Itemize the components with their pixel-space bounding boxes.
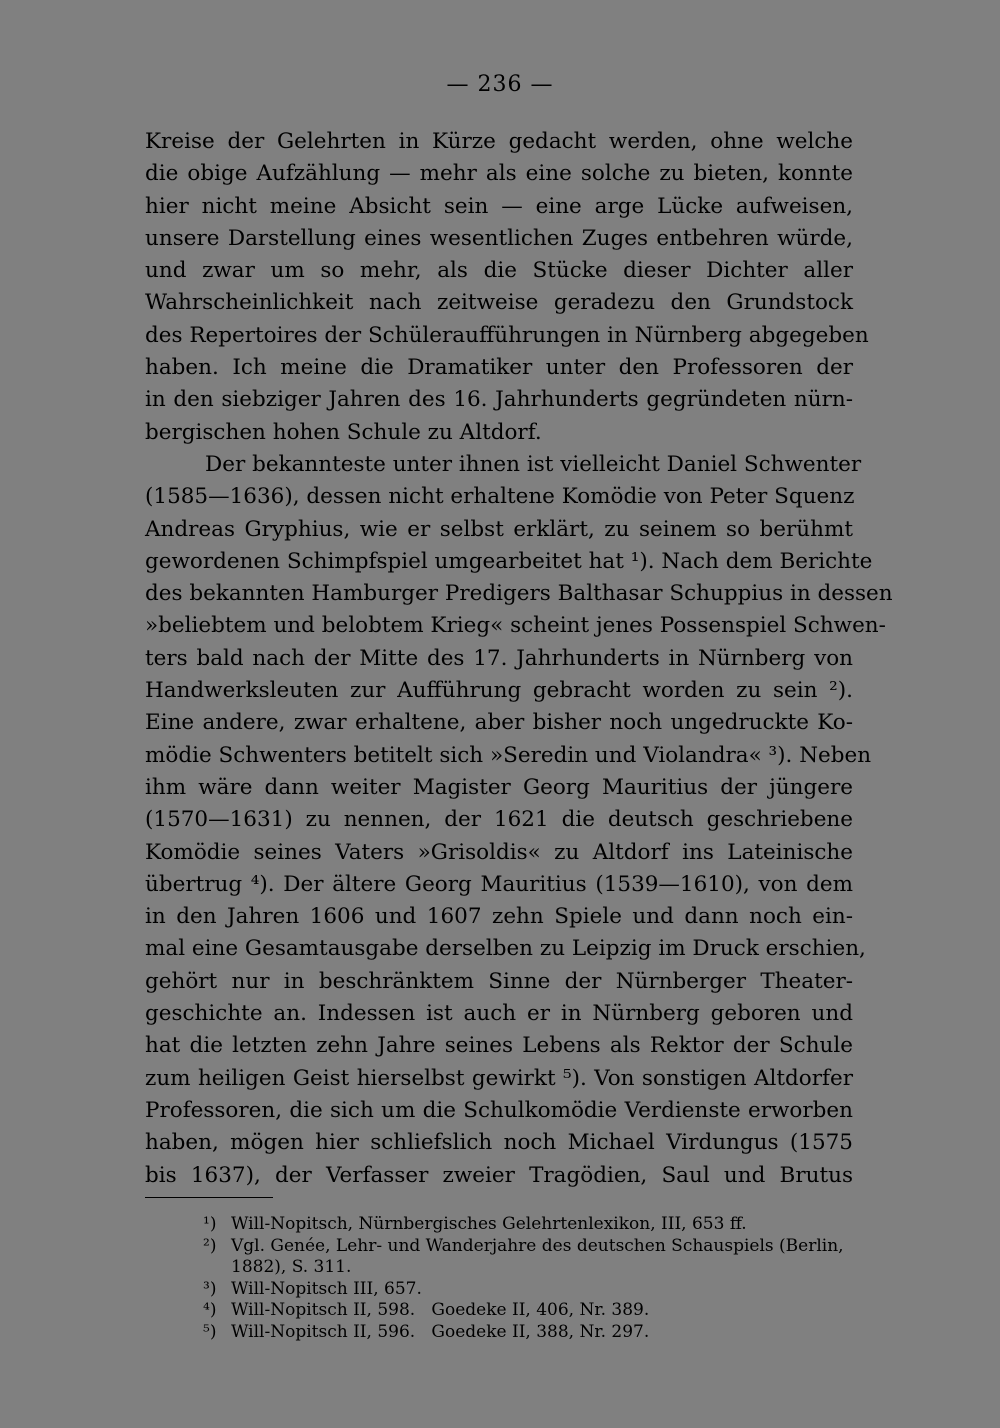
body-line: Wahrscheinlichkeit nach zeitweise geradezu den Grundstock xyxy=(145,290,853,316)
footnote-separator xyxy=(145,1197,273,1198)
footnote xyxy=(203,1322,863,1344)
body-line: unsere Darstellung eines wesentlichen Zuges entbehren würde, xyxy=(145,225,853,251)
body-line: übertrug ⁴). Der ältere Georg Mauritius (1539—1610), von dem xyxy=(145,871,853,897)
body-line: des Repertoires der Schüleraufführungen in Nürnberg abgegeben xyxy=(145,322,869,348)
body-line: Der bekannteste unter ihnen ist vielleicht Daniel Schwenter xyxy=(205,451,862,477)
body-line: bis 1637), der Verfasser zweier Tragödien, Saul und Brutus xyxy=(145,1162,853,1188)
body-line: des bekannten Hamburger Predigers Balthasar Schuppius in dessen xyxy=(145,581,893,607)
body-line: Komödie seines Vaters »Grisoldis« zu Altdorf ins Lateinische xyxy=(145,839,853,865)
footnotes xyxy=(203,1214,863,1343)
body-line: Professoren, die sich um die Schulkomödie Verdienste erworben xyxy=(145,1097,853,1123)
body-line: haben. Ich meine die Dramatiker unter den Professoren der xyxy=(145,355,853,381)
body-line: »beliebtem und belobtem Krieg« scheint jenes Possenspiel Schwen- xyxy=(145,613,886,639)
body-line: Handwerksleuten zur Aufführung gebracht worden zu sein ²). xyxy=(145,678,853,704)
body-line: gewordenen Schimpfspiel umgearbeitet hat ¹). Nach dem Berichte xyxy=(145,548,873,574)
body-line: in den siebziger Jahren des 16. Jahrhunderts gegründeten nürn- xyxy=(145,387,853,413)
body-line: bergischen hohen Schule zu Altdorf. xyxy=(145,419,542,445)
body-line: haben, mögen hier schliefslich noch Michael Virdungus (1575 xyxy=(145,1130,853,1156)
body-line: geschichte an. Indessen ist auch er in Nürnberg geboren und xyxy=(145,1001,853,1027)
footnote-mark: ¹) xyxy=(203,1214,217,1234)
footnote-text: Will-Nopitsch, Nürnbergisches Gelehrtenlexikon, III, 653 ff. xyxy=(231,1214,747,1234)
body-line: Kreise der Gelehrten in Kürze gedacht werden, ohne welche xyxy=(145,129,853,154)
body-line: gehört nur in beschränktem Sinne der Nürnberger Theater- xyxy=(145,968,853,994)
body-line: in den Jahren 1606 und 1607 zehn Spiele und dann noch ein- xyxy=(145,904,853,930)
footnote xyxy=(203,1236,863,1258)
body-line: mal eine Gesamtausgabe derselben zu Leipzig im Druck erschien, xyxy=(145,936,866,962)
body-line: (1585—1636), dessen nicht erhaltene Komödie von Peter Squenz xyxy=(145,484,855,510)
footnote-text: 1882), S. 311. xyxy=(231,1257,352,1277)
footnote-mark: ⁴) xyxy=(203,1300,217,1320)
body-line: ihm wäre dann weiter Magister Georg Mauritius der jüngere xyxy=(145,774,853,800)
body-line: Eine andere, zwar erhaltene, aber bisher noch ungedruckte Ko- xyxy=(145,710,853,736)
footnote-mark: ⁵) xyxy=(203,1321,217,1342)
footnote-mark: ³) xyxy=(203,1278,217,1299)
body-line: und zwar um so mehr, als die Stücke dieser Dichter aller xyxy=(145,258,853,284)
footnote xyxy=(203,1279,863,1301)
body-text xyxy=(145,126,893,1192)
body-line: hier nicht meine Absicht sein — eine arge Lücke aufweisen, xyxy=(145,193,853,219)
footnote-text: Will-Nopitsch II, 596. Goedeke II, 388, Nr. 297. xyxy=(231,1321,650,1342)
footnote xyxy=(203,1214,863,1236)
page-number: — 236 — xyxy=(446,72,554,97)
footnote-mark: ²) xyxy=(203,1235,217,1256)
body-line: zum heiligen Geist hierselbst gewirkt ⁵). Von sonstigen Altdorfer xyxy=(145,1065,853,1091)
body-line: Andreas Gryphius, wie er selbst erklärt, zu seinem so berühmt xyxy=(145,516,853,542)
footnote-text: Will-Nopitsch III, 657. xyxy=(231,1278,422,1299)
body-line: die obige Aufzählung — mehr als eine solche zu bieten, konnte xyxy=(145,161,853,187)
footnote-text: Vgl. Genée, Lehr- und Wanderjahre des deutschen Schauspiels (Berlin, xyxy=(231,1235,844,1256)
footnote-continuation xyxy=(203,1257,863,1279)
body-line: ters bald nach der Mitte des 17. Jahrhunderts in Nürnberg von xyxy=(145,645,853,671)
body-line: mödie Schwenters betitelt sich »Seredin und Violandra« ³). Neben xyxy=(145,742,872,768)
footnote-text: Will-Nopitsch II, 598. Goedeke II, 406, Nr. 389. xyxy=(231,1300,650,1320)
footnote xyxy=(203,1300,863,1322)
body-line: hat die letzten zehn Jahre seines Lebens als Rektor der Schule xyxy=(145,1033,853,1059)
body-line: (1570—1631) zu nennen, der 1621 die deutsch geschriebene xyxy=(145,807,853,833)
